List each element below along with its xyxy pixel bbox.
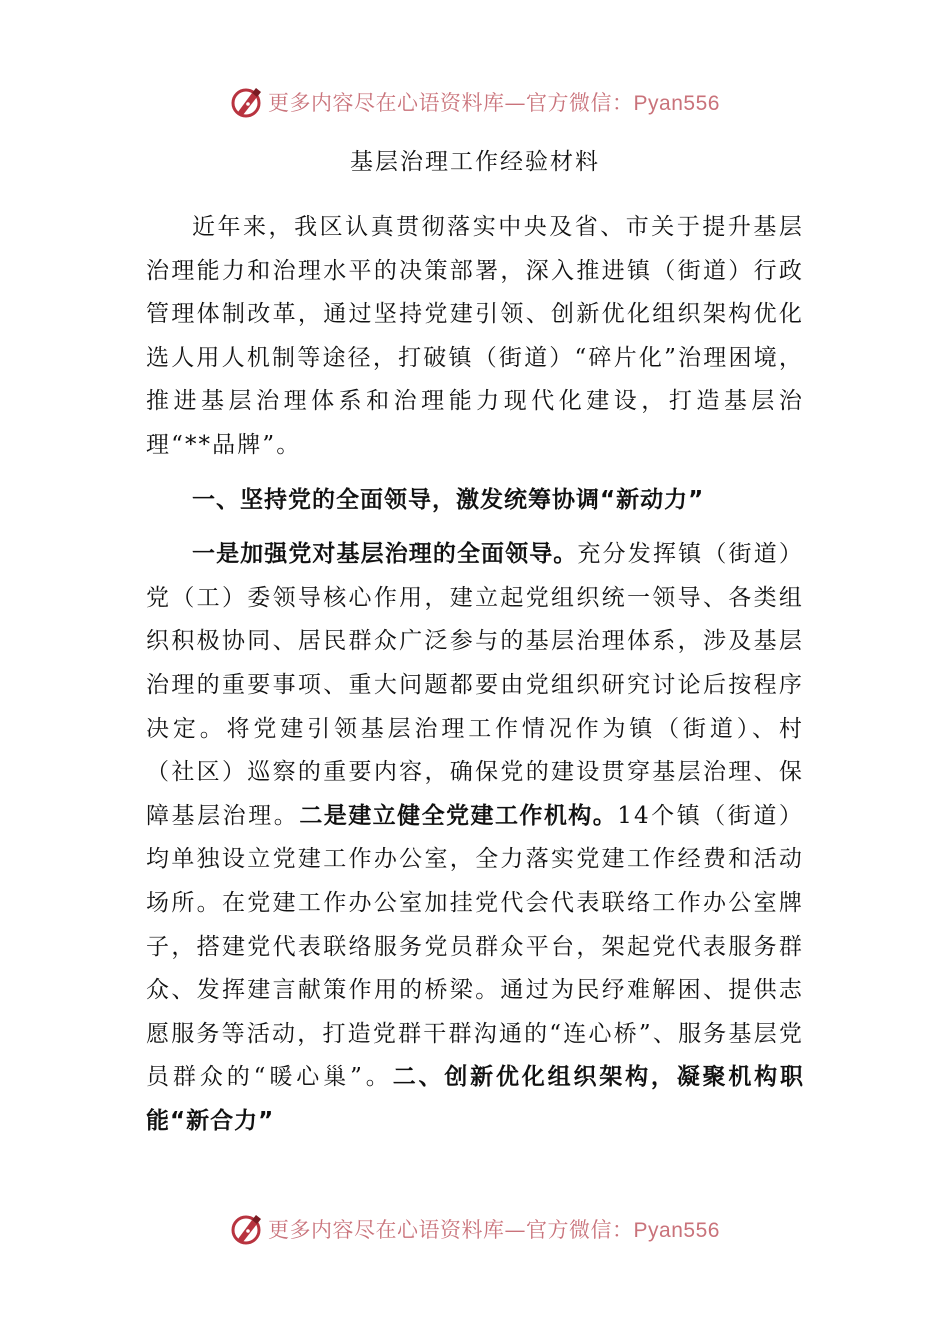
watermark-handle: Pyan556 [633,1219,720,1242]
header-watermark-banner [0,82,950,122]
watermark-text: 更多内容尽在心语资料库—官方微信：Pyan556 [268,1218,720,1242]
watermark-text: 更多内容尽在心语资料库—官方微信：Pyan556 [268,91,720,115]
intro-paragraph: 近年来，我区认真贯彻落实中央及省、市关于提升基层治理能力和治理水平的决策部署，深入推进镇（街道）行政管理体制改革，通过坚持党建引领、创新优化组织架构优化选人用人机制等途径，打破镇（街道）“碎片化”治理困境，推进基层治理体系和治理能力现代化建设，打造基层治理“**品牌”。 [146,214,804,458]
paragraph-text-1: 充分发挥镇（街道）党（工）委领导核心作用，建立起党组织统一领导、各类组织积极协同、居民群众广泛参与的基层治理体系，涉及基层治理的重要事项、重大问题都要由党组织研究讨论后按程序决定。将党建引领基层治理工作情况作为镇（街道）、村（社区）巡察的重要内容，确保党的建设贯穿基层治理、保障基层治理。 [146,541,805,829]
footer-watermark-banner [0,1209,950,1249]
document-title: 基层治理工作经验材料 [350,149,600,175]
section-heading-1: 一、坚持党的全面领导，激发统筹协调“新动力” [192,486,705,513]
section-heading-2: 二、创新优化组织架构，凝聚机构职能“新合力” [146,1064,805,1134]
paragraph-lead-2: 二是建立健全党建工作机构。 [299,802,618,829]
body-paragraph [146,533,804,1143]
paragraph-text-2: 14个镇（街道）均单独设立党建工作办公室，全力落实党建工作经费和活动场所。在党建工作办公室加挂党代会代表联络工作办公室牌子，搭建党代表联络服务党员群众平台，架起党代表服务群众、发挥建言献策作用的桥梁。通过为民纾难解困、提供志愿服务等活动，打造党群干群沟通的“连心桥”、服务基层党员群众的“暖心巢”。 [146,802,805,1091]
watermark-handle: Pyan556 [633,92,720,115]
paragraph-lead-1: 一是加强党对基层治理的全面领导。 [192,541,578,568]
document-body [146,206,804,1143]
pen-nib-logo-icon [230,85,264,119]
pen-nib-logo-icon [230,1212,264,1246]
